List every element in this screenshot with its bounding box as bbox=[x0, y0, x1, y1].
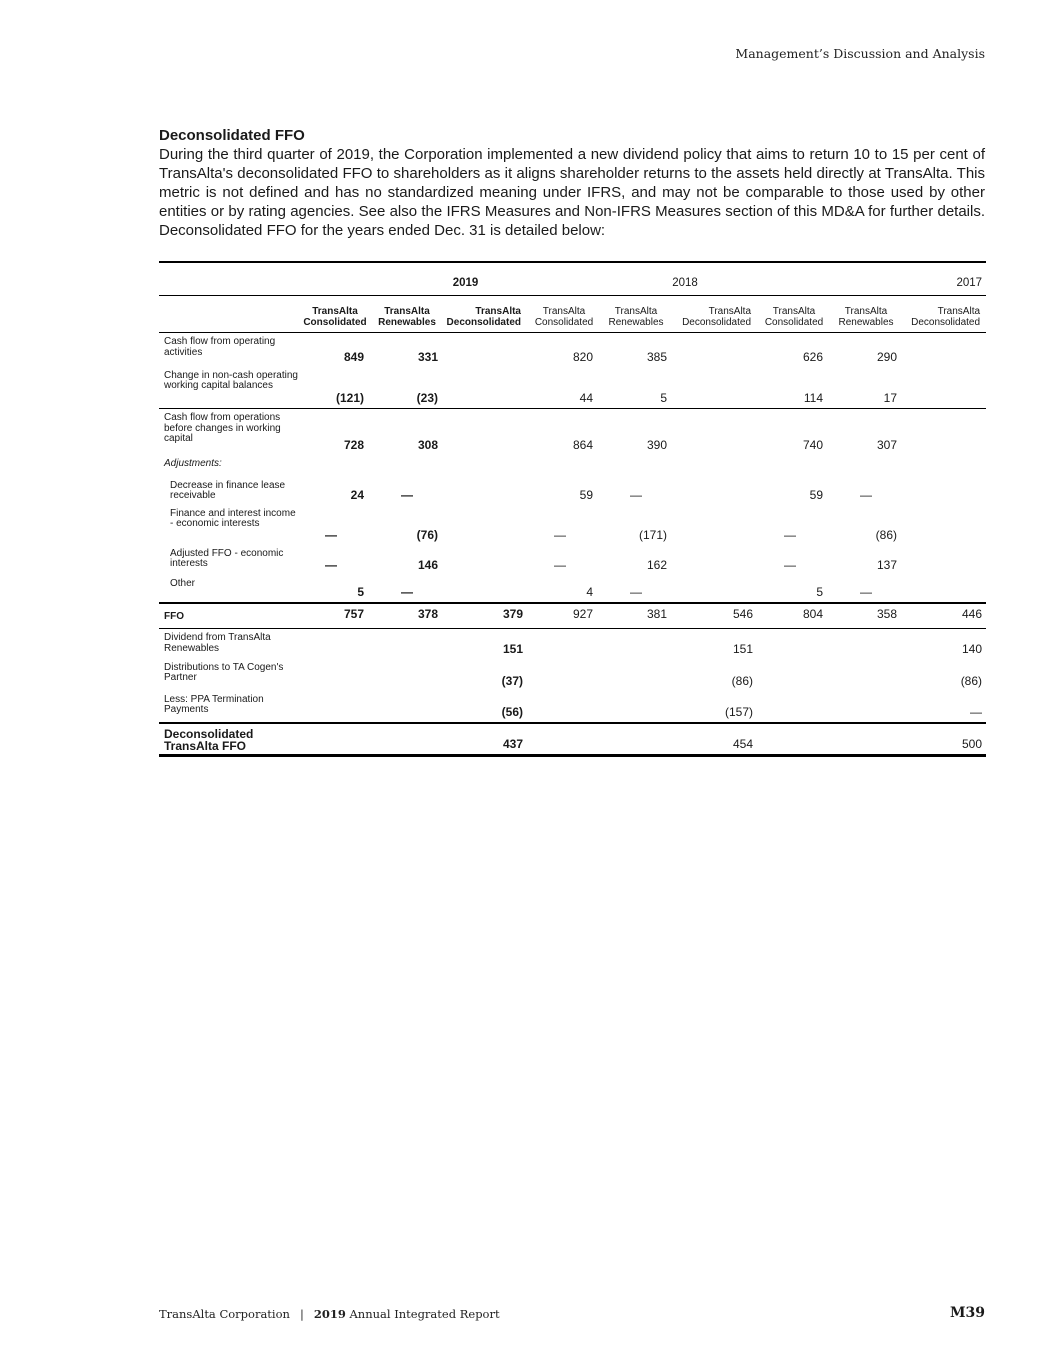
table-cell: 385 bbox=[646, 349, 667, 364]
table-cell: 728 bbox=[298, 409, 372, 455]
table-cell: 59 bbox=[579, 487, 593, 502]
row-label: Other bbox=[170, 577, 196, 589]
table-cell bbox=[372, 723, 442, 756]
table-cell: (76) bbox=[416, 527, 438, 542]
table-cell bbox=[601, 629, 671, 659]
table-row bbox=[159, 603, 986, 629]
table-cell: 446 bbox=[901, 603, 986, 629]
section bbox=[159, 127, 985, 240]
table-cell bbox=[372, 659, 442, 691]
row-label: Change in non-cash operating working capital balances bbox=[164, 369, 298, 391]
table-cell bbox=[372, 691, 442, 723]
table-row bbox=[159, 575, 986, 603]
table-cell: 24 bbox=[350, 487, 364, 502]
table-cell bbox=[298, 723, 372, 756]
table-cell bbox=[442, 477, 527, 505]
table-cell: — bbox=[325, 527, 337, 542]
column-header: TransAlta Consolidated bbox=[527, 296, 601, 333]
table-cell: 140 bbox=[901, 629, 986, 659]
column-header: TransAlta Consolidated bbox=[298, 296, 372, 333]
column-header: TransAlta Consolidated bbox=[757, 296, 831, 333]
row-label: Decrease in finance lease receivable bbox=[170, 479, 286, 501]
table-row bbox=[159, 455, 986, 477]
table-cell: 500 bbox=[901, 723, 986, 756]
ffo-table bbox=[159, 261, 986, 757]
year-header: 2019 bbox=[298, 262, 527, 296]
row-label: Dividend from TransAlta Renewables bbox=[159, 629, 298, 659]
table-cell: 757 bbox=[298, 603, 372, 629]
table-cell bbox=[671, 477, 757, 505]
column-header: TransAlta Deconsolidated bbox=[442, 296, 527, 333]
table-cell: 381 bbox=[601, 603, 671, 629]
year-header: 2018 bbox=[527, 262, 757, 296]
column-header: TransAlta Deconsolidated bbox=[671, 296, 757, 333]
table-cell: (86) bbox=[875, 527, 898, 542]
table-cell bbox=[671, 505, 757, 545]
table-cell bbox=[527, 629, 601, 659]
table-cell: 378 bbox=[372, 603, 442, 629]
table-cell bbox=[671, 409, 757, 455]
row-label: FFO bbox=[159, 603, 298, 629]
table-cell bbox=[671, 333, 757, 367]
table-row bbox=[159, 505, 986, 545]
table-cell: 740 bbox=[757, 409, 831, 455]
table-cell: — bbox=[630, 487, 642, 502]
table-cell: 5 bbox=[357, 584, 364, 599]
table-cell: (86) bbox=[960, 673, 983, 688]
page-number: M39 bbox=[950, 1305, 985, 1321]
table-row bbox=[159, 629, 986, 659]
row-label: Cash flow from operating activities bbox=[164, 336, 276, 358]
row-label: Adjusted FFO - economic interests bbox=[170, 547, 284, 569]
footer-company: TransAlta Corporation bbox=[159, 1307, 290, 1321]
table-cell bbox=[442, 575, 527, 603]
table-row bbox=[159, 333, 986, 367]
table-row bbox=[159, 367, 986, 409]
table-cell bbox=[901, 367, 986, 409]
table-cell: — bbox=[554, 557, 566, 572]
table-cell bbox=[901, 409, 986, 455]
table-cell: (121) bbox=[335, 391, 364, 405]
table-cell: 390 bbox=[601, 409, 671, 455]
table-cell bbox=[831, 723, 901, 756]
table-cell: 454 bbox=[671, 723, 757, 756]
footer-year: 2019 bbox=[313, 1307, 346, 1321]
table-cell: 308 bbox=[372, 409, 442, 455]
table-cell bbox=[901, 505, 986, 545]
table-cell bbox=[901, 477, 986, 505]
column-header: TransAlta Renewables bbox=[831, 296, 901, 333]
table-cell bbox=[527, 691, 601, 723]
table-cell bbox=[757, 659, 831, 691]
table-cell: 626 bbox=[802, 349, 824, 364]
table-cell: — bbox=[860, 487, 873, 502]
table-cell: 5 bbox=[660, 391, 667, 405]
table-cell bbox=[527, 659, 601, 691]
table-cell: — bbox=[325, 557, 337, 572]
table-row bbox=[159, 409, 986, 455]
table-cell: 331 bbox=[417, 349, 438, 364]
table-cell: 864 bbox=[527, 409, 601, 455]
table-cell: (86) bbox=[731, 673, 754, 688]
table-cell: 151 bbox=[671, 629, 757, 659]
table-cell bbox=[671, 545, 757, 575]
table-cell bbox=[298, 659, 372, 691]
table-cell: — bbox=[860, 584, 873, 599]
running-head: Management’s Discussion and Analysis bbox=[735, 46, 985, 61]
table-cell bbox=[442, 545, 527, 575]
table-cell: (171) bbox=[638, 527, 667, 542]
table-cell: 307 bbox=[831, 409, 901, 455]
table-cell: 44 bbox=[579, 391, 593, 405]
column-header: TransAlta Renewables bbox=[372, 296, 442, 333]
table-cell: 137 bbox=[876, 557, 898, 572]
table-cell bbox=[901, 333, 986, 367]
table-cell: — bbox=[630, 584, 642, 599]
table-cell: 849 bbox=[343, 349, 364, 364]
table-cell: (37) bbox=[501, 673, 523, 688]
row-label: Deconsolidated TransAlta FFO bbox=[159, 723, 298, 756]
row-label: Cash flow from operations before changes in working capital bbox=[159, 409, 298, 455]
table-cell: — bbox=[554, 527, 566, 542]
table-cell bbox=[831, 659, 901, 691]
table-cell: 114 bbox=[803, 391, 824, 405]
table-cell: — bbox=[401, 487, 413, 502]
row-label: Adjustments: bbox=[164, 457, 222, 469]
table-cell: 4 bbox=[586, 584, 593, 599]
table-cell bbox=[757, 691, 831, 723]
table-cell bbox=[298, 691, 372, 723]
table-cell bbox=[757, 723, 831, 756]
table-cell bbox=[757, 629, 831, 659]
table-cell: (23) bbox=[416, 391, 438, 405]
table-row bbox=[159, 477, 986, 505]
table-cell: 162 bbox=[646, 557, 667, 572]
table-cell bbox=[372, 629, 442, 659]
table-cell bbox=[671, 367, 757, 409]
table-cell: 546 bbox=[671, 603, 757, 629]
footer-separator: | bbox=[299, 1307, 304, 1321]
footer-report: Annual Integrated Report bbox=[349, 1307, 500, 1321]
column-header: TransAlta Renewables bbox=[601, 296, 671, 333]
table-cell bbox=[831, 691, 901, 723]
table-cell bbox=[601, 659, 671, 691]
table-cell: 379 bbox=[442, 603, 527, 629]
table-cell: 437 bbox=[442, 723, 527, 756]
table-cell bbox=[831, 629, 901, 659]
table-cell bbox=[901, 545, 986, 575]
table-row bbox=[159, 659, 986, 691]
table-cell bbox=[298, 629, 372, 659]
table-cell: (56) bbox=[501, 704, 523, 719]
table-cell: (157) bbox=[725, 704, 754, 719]
table-cell bbox=[442, 367, 527, 409]
table-cell: — bbox=[784, 527, 797, 542]
table-cell bbox=[901, 575, 986, 603]
table-cell bbox=[601, 723, 671, 756]
row-label: Less: PPA Termination Payments bbox=[164, 693, 264, 715]
section-title: Deconsolidated FFO bbox=[159, 127, 305, 144]
table-cell: 17 bbox=[883, 391, 898, 405]
table-cell bbox=[671, 575, 757, 603]
section-body: During the third quarter of 2019, the Corporation implemented a new dividend policy that aims to return 10 to 15 per cent of TransAlta's deconsolidated FFO to shareholders as it aligns shareholder returns to the assets held directly at TransAlta. This metric is not defined and has no standardized meaning under IFRS, and may not be comparable to those used by other entities or by rating agencies. See also the IFRS Measures and Non-IFRS Measures section of this MD&A for further details. Deconsolidated FFO for the years ended Dec. 31 is detailed below: bbox=[159, 146, 985, 239]
table-cell: 5 bbox=[816, 584, 824, 599]
table-cell: 146 bbox=[417, 557, 438, 572]
table-cell bbox=[442, 333, 527, 367]
table-cell: 804 bbox=[757, 603, 831, 629]
table-row bbox=[159, 545, 986, 575]
table-cell bbox=[601, 691, 671, 723]
column-header: TransAlta Deconsolidated bbox=[901, 296, 986, 333]
table-cell bbox=[527, 723, 601, 756]
table-cell: 820 bbox=[572, 349, 593, 364]
row-label: Distributions to TA Cogen's Partner bbox=[164, 661, 284, 683]
table-cell: 927 bbox=[527, 603, 601, 629]
year-header: 2017 bbox=[757, 262, 986, 296]
table-cell: 59 bbox=[809, 487, 824, 502]
table-cell: — bbox=[784, 557, 797, 572]
table-row bbox=[159, 691, 986, 723]
table-cell: 290 bbox=[876, 349, 898, 364]
row-label: Finance and interest income - economic interests bbox=[170, 507, 296, 529]
table-cell bbox=[442, 505, 527, 545]
footer bbox=[159, 1307, 500, 1321]
table-cell: 358 bbox=[831, 603, 901, 629]
table-cell: 151 bbox=[442, 629, 527, 659]
table-cell: — bbox=[401, 584, 413, 599]
table-row bbox=[159, 723, 986, 756]
table-cell: — bbox=[970, 704, 983, 719]
table-cell bbox=[442, 409, 527, 455]
